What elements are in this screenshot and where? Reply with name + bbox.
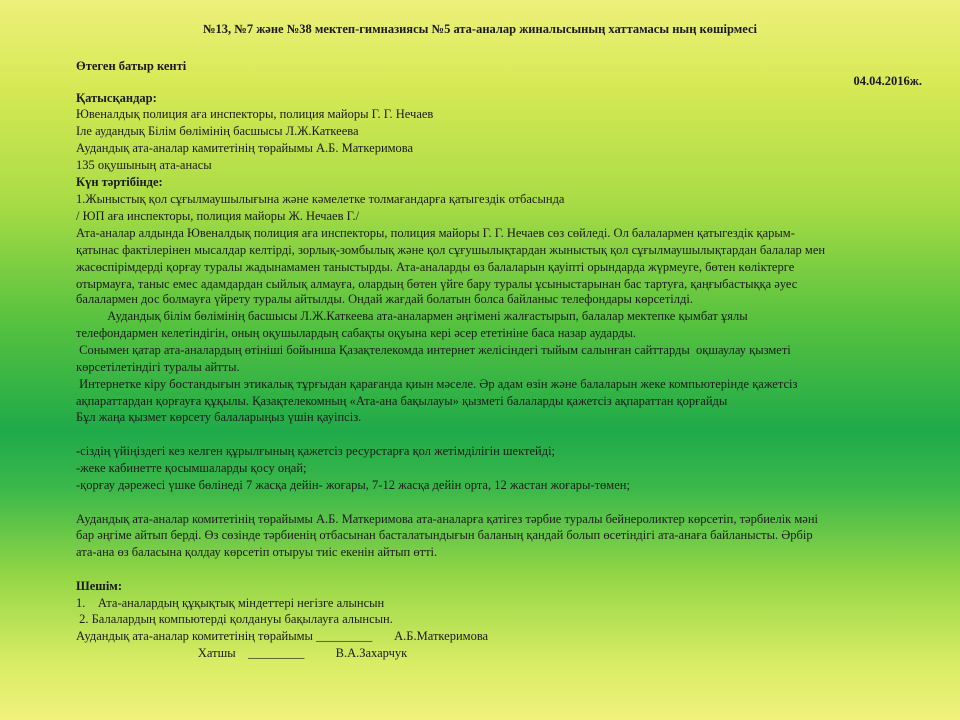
closing-line: Аудандық ата-аналар комитетінің төрайымы А.Б. Маткеримова ата-аналарға қатігез тәрбие туралы бейнероликтер көрсетіп, тәрбиелік мәні	[76, 512, 818, 526]
participant-line: Аудандық ата-аналар камитетінің төрайымы А.Б. Маткеримова	[76, 141, 414, 155]
closing-line: ата-ана өз баласына қолдау көрсетіп отыруы тиіс екенін айтып өтті.	[76, 545, 438, 559]
bullet-line: -сіздің үйіңіздегі кез келген құрылғының қажетсіз ресурстарға қол жетімділігін шектейді;	[76, 444, 556, 458]
body-line: балалармен дос болмауға үйрету туралы айтылды. Ондай жағдай болатын болса байланыс телефондары көрсетілді.	[76, 292, 693, 306]
participant-line: Ювеналдық полиция аға инспекторы, полиция майоры Г. Г. Нечаев	[76, 107, 434, 121]
decision-line: 1. Ата-аналардың құқықтық міндеттері негізге алынсын	[76, 596, 385, 610]
body-line: Аудандық білім бөлімінің басшысы Л.Ж.Каткеева ата-аналармен әңгімені жалғастырып, балалар мектепке қымбат ұялы	[76, 309, 748, 323]
bullet-line: -қорғау дәрежесі үшке бөлінеді 7 жасқа дейін- жоғары, 7-12 жасқа дейін орта, 12 жастан жоғары-төмен;	[76, 478, 630, 492]
body-line: Сонымен қатар ата-аналардың өтініші бойынша Қазақтелекомда интернет желісіндегі тыйым салынған сайттарды оқшаулау қызметі	[76, 343, 791, 357]
body-line: ақпараттардан қорғауға құқылы. Қазақтелекомның «Ата-ана бақылауы» қызметі балаларды қажетсіз ақпараттан қорғайды	[76, 394, 728, 408]
body-line: телефондармен келетіндігін, оның оқушылардың сабақты оқуына кері әсер ететініне баса назар аударды.	[76, 326, 637, 340]
agenda-line: 1.Жыныстық қол сұғылмаушылығына және кәмелетке толмағандарға қатыгездік отбасында	[76, 192, 565, 206]
document-date: 04.04.2016ж.	[853, 74, 922, 88]
closing-line: бар әңгіме айтып берді. Өз сөзінде тәрбиенің отбасынан басталатындығын баланың қандай болып өсетіндігі ата-анаға байланысты. Әрбір	[76, 528, 813, 542]
agenda-heading: Күн тәртібінде:	[76, 175, 163, 189]
signature-line: Хатшы _________ В.А.Захарчук	[76, 646, 408, 660]
body-line: көрсетілетіндігі туралы айтты.	[76, 360, 240, 374]
document-title: №13, №7 және №38 мектеп-гимназиясы №5 ата-аналар жиналысының хаттамасы ның көшірмесі	[203, 22, 757, 36]
village-name: Өтеген батыр кенті	[76, 59, 187, 73]
body-line: Ата-анaлар алдында Ювеналдық полиция аға инспекторы, полиция майоры Г. Г. Нечаев сөз сөйледі. Ол балалармен қатыгездік қарым-	[76, 226, 795, 240]
body-line: отырмауға, таныс емес адамдардан сыйлық алмауға, олардың бөтен үйге бару туралы ұсыныстарынан бас тартуға, қаңғыбастыққа әуес	[76, 277, 798, 291]
participant-line: Іле аудандық Білім бөлімінің басшысы Л.Ж.Каткеева	[76, 124, 359, 138]
participant-line: 135 оқушының ата-анасы	[76, 158, 212, 172]
bullet-line: -жеке кабинетте қосымшаларды қосу оңай;	[76, 461, 307, 475]
participants-heading: Қатысқандар:	[76, 91, 157, 105]
body-line: Бұл жаңа қызмет көрсету балаларыңыз үшін қауіпсіз.	[76, 410, 362, 424]
signature-line: Аудандық ата-аналар комитетінің төрайымы _________ А.Б.Маткеримова	[76, 629, 489, 643]
body-line: Интернетке кіру бостандығын этикалық тұрғыдан қарағанда қиын мәселе. Әр адам өзін және балаларын жеке компьютерінде қажетсіз	[76, 377, 798, 391]
decision-heading: Шешім:	[76, 579, 122, 593]
decision-line: 2. Балалардың компьютерді қолдануы бақылауға алынсын.	[76, 612, 393, 626]
agenda-line: / ЮП аға инспекторы, полиция майоры Ж. Нечаев Г./	[76, 209, 360, 223]
body-line: қатынас фактілерінен мысалдар келтірді, зорлық-зомбылық және қол сұғушылықтардан жыныстық қол сұғылмаушылықтардан балалар мен	[76, 243, 826, 257]
body-line: жасөспірімдерді қорғау туралы жадынамамен таныстырды. Ата-аналарды өз балаларын қауіпті орындарда жүрмеуге, бөтен көліктерге	[76, 260, 795, 274]
